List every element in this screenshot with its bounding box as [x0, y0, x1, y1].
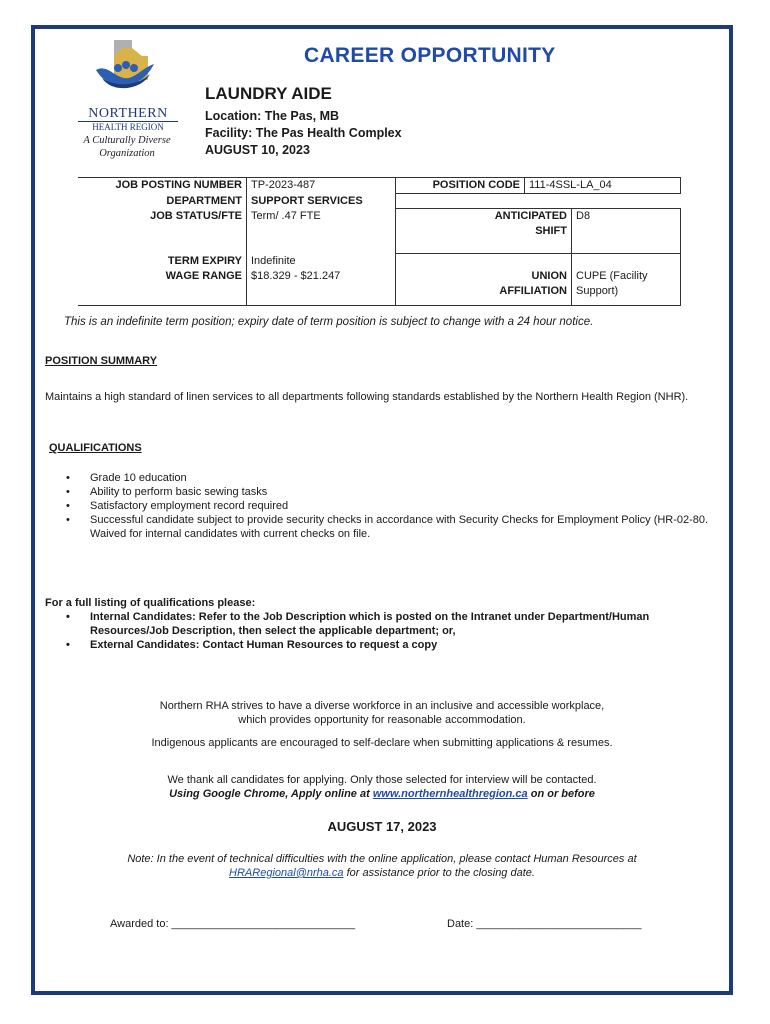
job-posting-label: JOB POSTING NUMBER [78, 178, 247, 194]
logo-tagline [62, 134, 192, 160]
job-status-label: JOB STATUS/FTE [78, 209, 247, 254]
qualifications-list [66, 471, 716, 541]
job-title: LAUNDRY AIDE [205, 84, 332, 103]
anticipated-label-2: SHIFT [535, 225, 567, 237]
indigenous-statement: Indigenous applicants are encouraged to self-declare when submitting applications & resumes. [151, 737, 613, 749]
apply-prefix: Using Google Chrome, Apply online at [169, 788, 370, 800]
list-item: • Satisfactory employment record required [66, 499, 716, 513]
date-field: Date: ___________________________ [447, 918, 642, 930]
job-facility: Facility: The Pas Health Complex [205, 126, 402, 140]
wage-range-label: WAGE RANGE [78, 269, 247, 306]
posting-date: AUGUST 10, 2023 [205, 143, 310, 157]
hr-email-link[interactable]: HRARegional@nrha.ca [229, 867, 344, 879]
logo-tagline-line1: A Culturally Diverse [83, 135, 171, 146]
list-item: • Internal Candidates: Refer to the Job Description which is posted on the Intranet under Department/Human Resources/Job Description, then select the applicable department; or, [66, 610, 716, 638]
northern-health-region-logo-icon [92, 38, 162, 108]
technical-note-line2 [31, 866, 733, 880]
technical-note [31, 852, 733, 880]
job-info-table [78, 177, 681, 306]
department-value: SUPPORT SERVICES [247, 194, 396, 209]
diversity-line-2: which provides opportunity for reasonable accommodation. [238, 714, 526, 726]
position-summary-text: Maintains a high standard of linen services to all departments following standards established by the Northern Health Region (NHR). [45, 391, 689, 403]
job-location: Location: The Pas, MB [205, 109, 340, 123]
full-listing-list [66, 610, 716, 652]
term-expiry-value: Indefinite [247, 254, 396, 269]
logo-name-line2: HEALTH REGION [78, 121, 178, 132]
union-label-1: UNION [531, 269, 567, 282]
term-note: This is an indefinite term position; expiry date of term position is subject to change with a 24 hour notice. [64, 316, 594, 328]
logo-tagline-line2: Organization [99, 148, 155, 159]
wage-range-value: $18.329 - $21.247 [247, 269, 396, 306]
anticipated-shift-value: D8 [572, 209, 681, 254]
list-item: • Grade 10 education [66, 471, 716, 485]
term-expiry-label: TERM EXPIRY [78, 254, 247, 269]
anticipated-label-1: ANTICIPATED [494, 210, 567, 222]
position-code-value: 111-4SSL-LA_04 [525, 178, 681, 194]
technical-note-suffix: for assistance prior to the closing date. [346, 867, 535, 879]
position-code-label: POSITION CODE [396, 178, 525, 194]
union-value-1: CUPE (Facility [576, 269, 648, 282]
technical-note-line1: Note: In the event of technical difficulties with the online application, please contact Human Resources at [127, 853, 637, 865]
career-opportunity-heading: CAREER OPPORTUNITY [304, 44, 556, 67]
logo-name [78, 106, 178, 132]
job-status-value: Term/ .47 FTE [247, 209, 396, 254]
list-item: • Ability to perform basic sewing tasks [66, 485, 716, 499]
union-affiliation-value [572, 269, 681, 306]
union-label-2: AFFILIATION [499, 284, 567, 297]
department-label: DEPARTMENT [78, 194, 247, 209]
list-item: • External Candidates: Contact Human Resources to request a copy [66, 638, 716, 652]
website-link[interactable]: www.northernhealthregion.ca [372, 788, 528, 800]
closing-date: AUGUST 17, 2023 [327, 819, 437, 834]
position-summary-heading: POSITION SUMMARY [45, 355, 158, 367]
apply-suffix: on or before [530, 788, 595, 800]
logo-name-line1: NORTHERN [88, 106, 168, 121]
anticipated-shift-label [396, 209, 572, 254]
list-item: • Successful candidate subject to provide security checks in accordance with Security Checks for Employment Policy (HR-02-80. Waived for internal candidates with current checks on file. [66, 513, 716, 541]
thanks-statement: We thank all candidates for applying. Only those selected for interview will be contacted. [167, 774, 597, 786]
union-affiliation-label [396, 269, 572, 306]
union-value-2: Support) [576, 284, 619, 297]
full-listing-intro: For a full listing of qualifications please: [45, 597, 256, 609]
diversity-line-1: Northern RHA strives to have a diverse workforce in an inclusive and accessible workplace, [159, 700, 605, 712]
job-meta [205, 108, 402, 159]
awarded-to-field: Awarded to: ______________________________ [110, 918, 356, 930]
diversity-statement [31, 699, 733, 727]
apply-online-line [31, 787, 733, 801]
job-posting-value: TP-2023-487 [247, 178, 396, 194]
qualifications-heading: QUALIFICATIONS [49, 442, 142, 454]
